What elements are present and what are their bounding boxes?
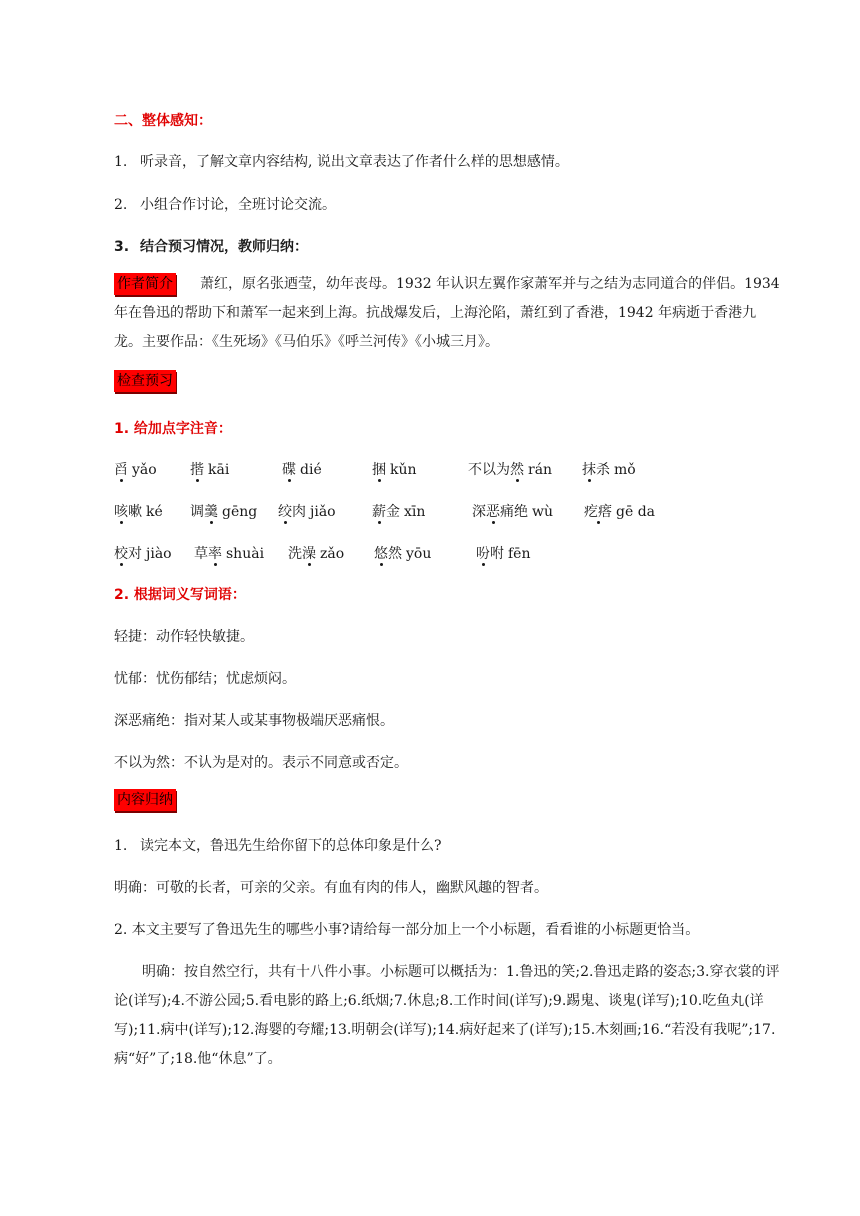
pinyin-item: [374, 544, 431, 564]
pinyin: kǔn: [390, 462, 417, 478]
word-suffix: 然: [388, 546, 402, 562]
pinyin-item: [194, 544, 264, 564]
dotted-character: 羹: [204, 504, 218, 520]
word-prefix: 洗: [288, 546, 302, 562]
dotted-character: 率: [208, 546, 222, 562]
pinyin-item: [114, 460, 157, 480]
pinyin-item: [278, 502, 336, 522]
pinyin: mǒ: [614, 462, 636, 478]
question: [114, 836, 780, 856]
pinyin: zǎo: [320, 546, 345, 562]
pinyin-item: [114, 502, 163, 522]
word-suffix: 痛绝: [500, 504, 528, 520]
pinyin: dié: [300, 462, 322, 478]
word-prefix: 深: [472, 504, 486, 520]
word-prefix: 不以为: [468, 462, 510, 478]
dotted-character: 碟: [282, 462, 296, 478]
pinyin: yǎo: [132, 462, 157, 478]
pinyin: xīn: [404, 504, 426, 520]
list-item: [114, 237, 780, 257]
item-number: 2.: [114, 197, 128, 213]
item-number: 3.: [114, 239, 130, 255]
dotted-character: 薪: [372, 504, 386, 520]
dotted-character: 抹: [582, 462, 596, 478]
author-tag: 作者简介: [114, 273, 176, 295]
pinyin: kāi: [208, 462, 230, 478]
author-intro: [114, 270, 784, 357]
dotted-character: 悠: [374, 546, 388, 562]
dotted-character: 澡: [302, 546, 316, 562]
pinyin-item: [372, 460, 417, 480]
word-prefix: 草: [194, 546, 208, 562]
pinyin-item: [190, 460, 229, 480]
pinyin: jiào: [146, 546, 172, 562]
pinyin-item: [190, 502, 257, 522]
word-suffix: 嗽: [128, 504, 142, 520]
pinyin-item: [114, 544, 172, 564]
word-definition: 深恶痛绝：指对某人或某事物极端厌恶痛恨。: [114, 713, 394, 729]
dotted-character: 捆: [372, 462, 386, 478]
pinyin: wù: [532, 504, 553, 520]
dotted-character: 揩: [190, 462, 204, 478]
pinyin-heading: 1. 给加点字注音：: [114, 421, 232, 437]
pinyin: fēn: [508, 546, 531, 562]
item-text: 听录音，了解文章内容结构, 说出文章表达了作者什么样的思想感情。: [140, 154, 569, 170]
author-text: 萧红，原名张迺莹，幼年丧母。1932 年认识左翼作家萧军并与之结为志同道合的伴侣。1934 年在鲁迅的帮助下和萧军一起来到上海。抗战爆发后，上海沦陷，萧红到了香港，1942 年病逝于香港九龙。主要作品：《生死场》《马伯乐》《呼兰河传》《小城三月》。: [114, 276, 780, 350]
item-text: 结合预习情况，教师归纳：: [140, 239, 308, 255]
pinyin-item: [372, 502, 425, 522]
preview-tag-row: [114, 370, 780, 392]
pinyin: rán: [528, 462, 553, 478]
dotted-character: 疙瘩: [584, 504, 612, 520]
list-item: [114, 195, 780, 215]
pinyin-item: [288, 544, 344, 564]
pinyin: ké: [146, 504, 163, 520]
dotted-character: 恶: [486, 504, 500, 520]
pinyin-item: [468, 460, 552, 480]
list-item: [114, 152, 780, 172]
dotted-character: 吩: [476, 546, 490, 562]
content-tag-row: [114, 789, 780, 811]
word-definition: 不以为然：不认为是对的。表示不同意或否定。: [114, 755, 408, 771]
word-prefix: 调: [190, 504, 204, 520]
pinyin: shuài: [226, 546, 265, 562]
dotted-character: 然: [510, 462, 524, 478]
content-tag: 内容归纳: [114, 789, 176, 811]
question: 2. 本文主要写了鲁迅先生的哪些小事?请给每一部分加上一个小标题，看看谁的小标题更恰当。: [114, 922, 700, 938]
item-text: 小组合作讨论，全班讨论交流。: [140, 197, 336, 213]
dotted-character: 绞: [278, 504, 292, 520]
section-heading: 二、整体感知：: [114, 113, 212, 129]
item-number: 1.: [114, 154, 128, 170]
word-definition: 轻捷：动作轻快敏捷。: [114, 629, 254, 645]
pinyin: yōu: [406, 546, 432, 562]
word-suffix: 对: [128, 546, 142, 562]
word-suffix: 肉: [292, 504, 306, 520]
pinyin-item: [582, 460, 636, 480]
dotted-character: 校: [114, 546, 128, 562]
word-suffix: 杀: [596, 462, 610, 478]
answer-paragraph: [114, 958, 784, 1074]
words-heading: 2. 根据词义写词语：: [114, 587, 246, 603]
question-text: 读完本文，鲁迅先生给你留下的总体印象是什么?: [140, 838, 442, 854]
preview-tag: 检查预习: [114, 370, 176, 392]
item-number: 1.: [114, 838, 128, 854]
word-suffix: 咐: [490, 546, 504, 562]
dotted-character: 咳: [114, 504, 128, 520]
pinyin-item: [584, 502, 655, 522]
word-definition: 忧郁：忧伤郁结；忧虑烦闷。: [114, 671, 296, 687]
pinyin: gēng: [222, 504, 258, 520]
pinyin: gē da: [616, 504, 656, 520]
pinyin-item: [476, 544, 530, 564]
pinyin-item: [472, 502, 553, 522]
answer-text: 明确：按自然空行，共有十八件小事。小标题可以概括为：1.鲁迅的笑;2.鲁迅走路的姿态;3.穿衣裳的评论(详写);4.不游公园;5.看电影的路上;6.纸烟;7.休息;8.工作时间(详写);9.踢鬼、谈鬼(详写);10.吃鱼丸(详写);11.病中(详写);12.海婴的夸耀;13.明朝会(详写);14.病好起来了(详写);15.木刻画;16.“若没有我呢”;17.病“好”了;18.他“休息”了。: [114, 964, 780, 1067]
dotted-character: 舀: [114, 462, 128, 478]
answer: 明确：可敬的长者，可亲的父亲。有血有肉的伟人，幽默风趣的智者。: [114, 880, 548, 896]
pinyin-item: [282, 460, 322, 480]
word-suffix: 金: [386, 504, 400, 520]
pinyin: jiǎo: [310, 504, 336, 520]
